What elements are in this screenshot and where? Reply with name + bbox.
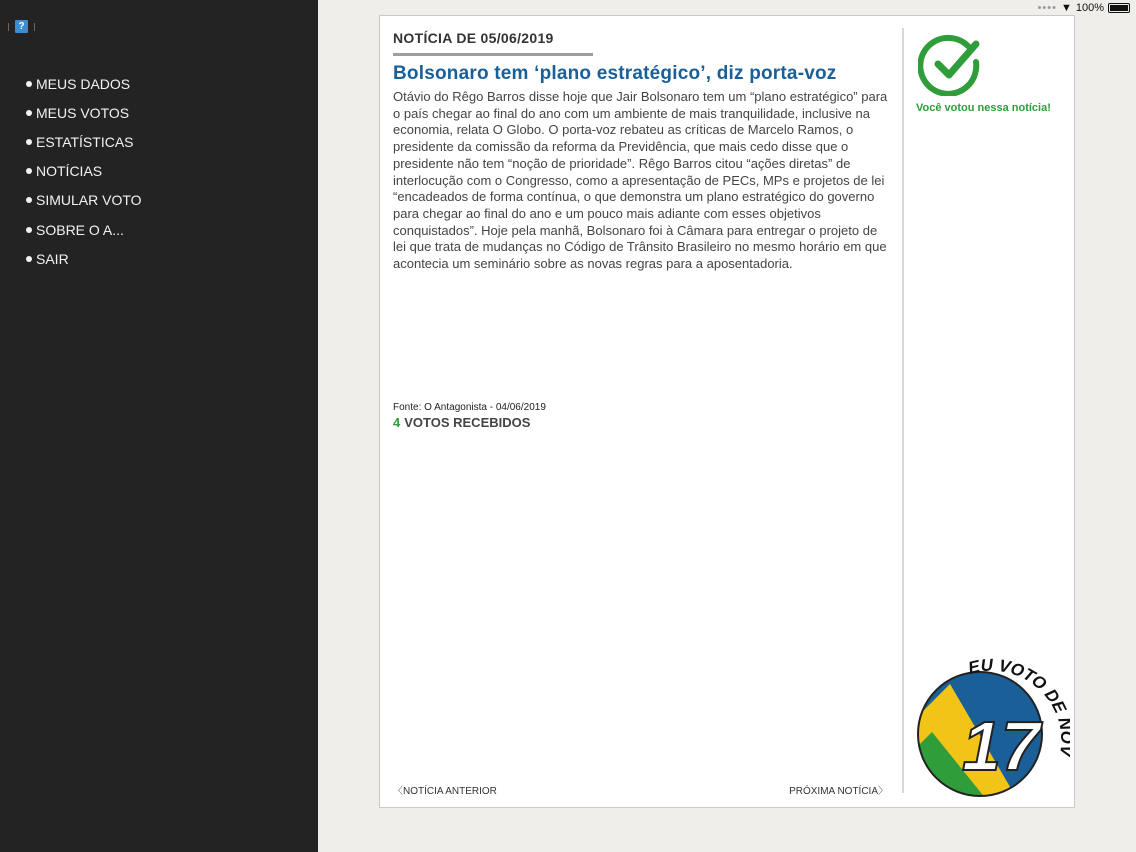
sidebar-menu: [26, 69, 142, 273]
multitask-dots-icon: ••••: [1037, 2, 1057, 14]
battery-percent: 100%: [1075, 2, 1104, 14]
votes-received: [393, 415, 530, 430]
bullet-icon: [26, 197, 32, 203]
bullet-icon: [26, 110, 32, 116]
bullet-icon: [26, 139, 32, 145]
next-news-label: PRÓXIMA NOTÍCIA: [789, 786, 878, 797]
sidebar-item-sair[interactable]: [26, 244, 142, 273]
previous-news-button[interactable]: [393, 782, 497, 797]
sidebar-toolbar: [8, 20, 35, 33]
column-divider: [902, 28, 904, 793]
status-indicators: [1038, 2, 1130, 14]
wifi-icon: ▼: [1060, 2, 1072, 14]
sidebar-item-simular-voto[interactable]: [26, 186, 142, 215]
check-circle-icon: [918, 32, 982, 96]
news-title: Bolsonaro tem ‘plano estratégico’, diz porta-voz: [393, 63, 837, 84]
sidebar-item-label: SOBRE O A...: [36, 221, 124, 238]
bullet-icon: [26, 227, 32, 233]
next-news-button[interactable]: [789, 782, 888, 797]
battery-icon: [1108, 3, 1130, 13]
sidebar-item-meus-dados[interactable]: [26, 69, 142, 98]
bullet-icon: [26, 168, 32, 174]
sidebar-item-noticias[interactable]: [26, 157, 142, 186]
logo-text: EU VOTO DE: [966, 655, 1070, 717]
news-card: [379, 15, 1075, 808]
sidebar-item-label: SAIR: [36, 250, 69, 267]
bullet-icon: [26, 256, 32, 262]
sidebar-item-label: NOTÍCIAS: [36, 163, 103, 180]
votes-count: 4: [393, 415, 401, 430]
votes-label: VOTOS RECEBIDOS: [404, 415, 531, 430]
sidebar-item-estatisticas[interactable]: [26, 127, 142, 156]
bullet-icon: [26, 81, 32, 87]
divider: [8, 23, 9, 31]
help-icon[interactable]: ?: [15, 20, 28, 33]
heading-underline: [393, 53, 593, 56]
divider: [34, 23, 35, 31]
sidebar-item-meus-votos[interactable]: [26, 98, 142, 127]
chevron-left-icon: 〈: [393, 786, 403, 797]
previous-news-label: NOTÍCIA ANTERIOR: [403, 786, 497, 797]
sidebar-item-label: MEUS DADOS: [36, 75, 131, 92]
voted-message: Você votou nessa notícia!: [916, 102, 1051, 114]
news-body: Otávio do Rêgo Barros disse hoje que Jair Bolsonaro tem um “plano estratégico” para o país chegar ao final do ano com um ambiente de mais tranquilidade, inclusive na economia, relata O Globo. O porta-voz rebateu as críticas de Marcelo Ramos, o presidente da comissão da reforma da Previdência, que mais cedo disse que o presidente não tem “noção de prioridade”. Rêgo Barros citou “ações diretas” de interlocução com o Congresso, como a apresentação de PECs, MPs e projetos de lei “encadeados de forma contínua, o que demonstra um plano estratégico do governo para chegar ao final do ano e um pouco mais adiante com esses objetivos conquistados”. Hoje pela manhã, Bolsonaro foi à Câmara para entregar o projeto de lei que trata de mudanças no Código de Trânsito Brasileiro no mesmo horário em que acontecia um seminário sobre as novas regras para a aposentadoria.: [393, 89, 888, 272]
sidebar-item-label: SIMULAR VOTO: [36, 192, 142, 209]
news-date-heading: NOTÍCIA DE 05/06/2019: [393, 30, 554, 46]
svg-text:17: 17: [962, 707, 1040, 785]
sidebar-item-label: MEUS VOTOS: [36, 104, 130, 121]
sidebar-item-label: ESTATÍSTICAS: [36, 133, 134, 150]
chevron-right-icon: 〉: [878, 786, 888, 797]
sidebar: [0, 0, 318, 852]
eu-voto-de-novo-logo: [910, 644, 1070, 804]
news-source: Fonte: O Antagonista - 04/06/2019: [393, 402, 546, 413]
sidebar-item-sobre[interactable]: [26, 215, 142, 244]
